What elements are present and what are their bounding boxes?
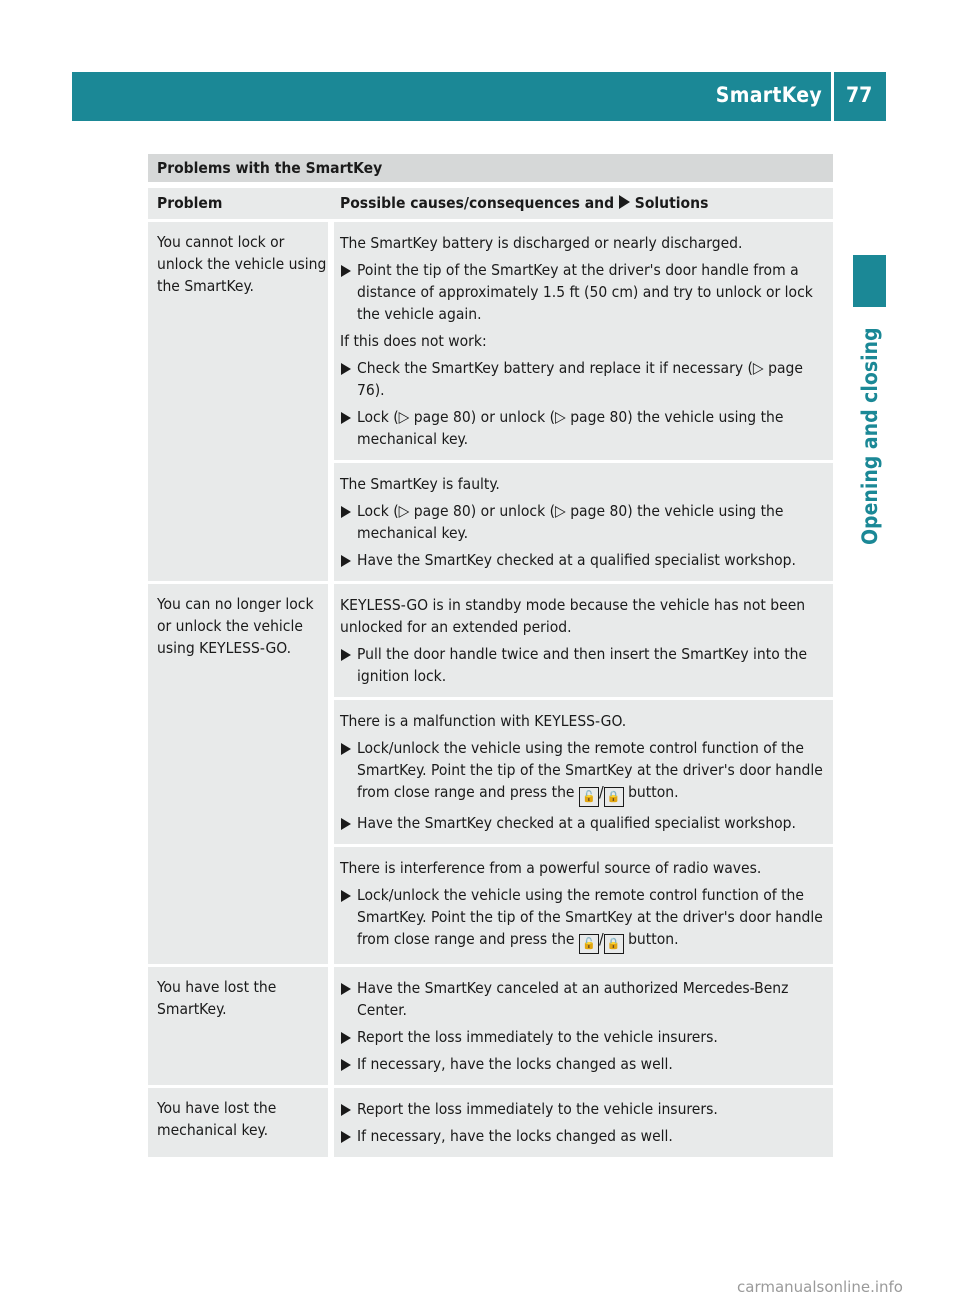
solution-step bbox=[340, 500, 827, 544]
chapter-tab bbox=[853, 255, 886, 307]
step-arrow-icon bbox=[619, 195, 630, 209]
solution-cell bbox=[334, 847, 833, 964]
solution-step bbox=[340, 1125, 827, 1147]
problems-table bbox=[148, 154, 833, 1160]
step-text: button. bbox=[628, 930, 679, 948]
solution-step bbox=[340, 1053, 827, 1075]
icon-separator: / bbox=[598, 930, 604, 948]
unlock-key-icon: 🔓 bbox=[579, 934, 599, 954]
table-caption: Problems with the SmartKey bbox=[148, 154, 833, 182]
cause-text: KEYLESS-GO is in standby mode because the vehicle has not been unlocked for an extended period. bbox=[340, 596, 806, 636]
step-arrow-icon bbox=[341, 983, 351, 995]
lock-key-icon: 🔒 bbox=[604, 934, 624, 954]
cause-text: The SmartKey battery is discharged or nearly discharged. bbox=[340, 234, 743, 252]
step-text: Have the SmartKey checked at a qualified specialist workshop. bbox=[357, 551, 796, 569]
solution-step bbox=[340, 259, 827, 325]
page-number: 77 bbox=[846, 83, 873, 107]
step-text: Lock (▷ page 80) or unlock (▷ page 80) the vehicle using the mechanical key. bbox=[357, 502, 784, 542]
solutions-column bbox=[334, 222, 833, 581]
solution-cell bbox=[334, 1088, 833, 1157]
step-text: Lock (▷ page 80) or unlock (▷ page 80) the vehicle using the mechanical key. bbox=[357, 408, 784, 448]
problem-cell: You cannot lock or unlock the vehicle using the SmartKey. bbox=[148, 222, 328, 581]
cause-text: There is a malfunction with KEYLESS-GO. bbox=[340, 712, 627, 730]
solution-cell bbox=[334, 700, 833, 844]
step-text: button. bbox=[628, 783, 679, 801]
step-text: Report the loss immediately to the vehicle insurers. bbox=[357, 1100, 718, 1118]
solutions-column bbox=[334, 1088, 833, 1157]
solution-step bbox=[340, 1098, 827, 1120]
step-arrow-icon bbox=[341, 743, 351, 755]
note-text: If this does not work: bbox=[340, 332, 487, 350]
step-arrow-icon bbox=[341, 649, 351, 661]
step-text: If necessary, have the locks changed as well. bbox=[357, 1127, 673, 1145]
step-text: If necessary, have the locks changed as well. bbox=[357, 1055, 673, 1073]
table-row bbox=[148, 584, 833, 964]
solution-step bbox=[340, 884, 827, 954]
step-arrow-icon bbox=[341, 555, 351, 567]
step-text: Lock/unlock the vehicle using the remote control function of the SmartKey. Point the tip of the SmartKey at the driver's door handle from close range and press the bbox=[357, 886, 823, 948]
step-arrow-icon bbox=[341, 363, 351, 375]
solution-step bbox=[340, 406, 827, 450]
problem-column-header: Problem bbox=[157, 194, 223, 212]
solutions-column bbox=[334, 584, 833, 964]
solution-step bbox=[340, 737, 827, 807]
causes-header-label: Possible causes/consequences and bbox=[340, 194, 615, 212]
unlock-key-icon: 🔓 bbox=[579, 787, 599, 807]
step-text: Pull the door handle twice and then insert the SmartKey into the ignition lock. bbox=[357, 645, 808, 685]
cause-text: There is interference from a powerful source of radio waves. bbox=[340, 859, 762, 877]
solution-cell bbox=[334, 967, 833, 1085]
table-row bbox=[148, 1088, 833, 1157]
step-arrow-icon bbox=[341, 412, 351, 424]
step-arrow-icon bbox=[341, 1059, 351, 1071]
solutions-column bbox=[334, 967, 833, 1085]
problem-cell: You have lost the mechanical key. bbox=[148, 1088, 328, 1157]
watermark: carmanualsonline.info bbox=[737, 1278, 903, 1296]
solution-cell bbox=[334, 222, 833, 460]
step-arrow-icon bbox=[341, 506, 351, 518]
step-text: Have the SmartKey canceled at an authorized Mercedes-Benz Center. bbox=[357, 979, 789, 1019]
solution-cell bbox=[334, 584, 833, 697]
header-divider bbox=[831, 72, 834, 121]
step-text: Have the SmartKey checked at a qualified specialist workshop. bbox=[357, 814, 796, 832]
table-row bbox=[148, 967, 833, 1085]
step-text: Lock/unlock the vehicle using the remote control function of the SmartKey. Point the tip of the SmartKey at the driver's door handle from close range and press the bbox=[357, 739, 823, 801]
solution-step bbox=[340, 357, 827, 401]
solution-step bbox=[340, 1026, 827, 1048]
chapter-label: Opening and closing bbox=[858, 327, 882, 545]
solution-step bbox=[340, 549, 827, 571]
section-title: SmartKey bbox=[715, 83, 822, 107]
causes-column-header bbox=[334, 188, 708, 219]
table-header-row bbox=[148, 188, 833, 219]
step-text: Check the SmartKey battery and replace it if necessary (▷ page 76). bbox=[357, 359, 803, 399]
lock-key-icon: 🔒 bbox=[604, 787, 624, 807]
solution-step bbox=[340, 643, 827, 687]
step-text: Report the loss immediately to the vehicle insurers. bbox=[357, 1028, 718, 1046]
solutions-header-label: Solutions bbox=[634, 194, 709, 212]
solution-cell bbox=[334, 463, 833, 581]
step-text: Point the tip of the SmartKey at the driver's door handle from a distance of approximately 1.5 ft (50 cm) and try to unlock or lock the vehicle again. bbox=[357, 261, 813, 323]
problem-cell: You have lost the SmartKey. bbox=[148, 967, 328, 1085]
icon-separator: / bbox=[598, 783, 604, 801]
cause-text: The SmartKey is faulty. bbox=[340, 475, 500, 493]
step-arrow-icon bbox=[341, 1104, 351, 1116]
step-arrow-icon bbox=[341, 1032, 351, 1044]
step-arrow-icon bbox=[341, 818, 351, 830]
problem-cell: You can no longer lock or unlock the vehicle using KEYLESS-GO. bbox=[148, 584, 328, 964]
solution-step bbox=[340, 977, 827, 1021]
step-arrow-icon bbox=[341, 890, 351, 902]
step-arrow-icon bbox=[341, 265, 351, 277]
solution-step bbox=[340, 812, 827, 834]
table-row bbox=[148, 222, 833, 581]
page-header bbox=[72, 72, 886, 121]
step-arrow-icon bbox=[341, 1131, 351, 1143]
